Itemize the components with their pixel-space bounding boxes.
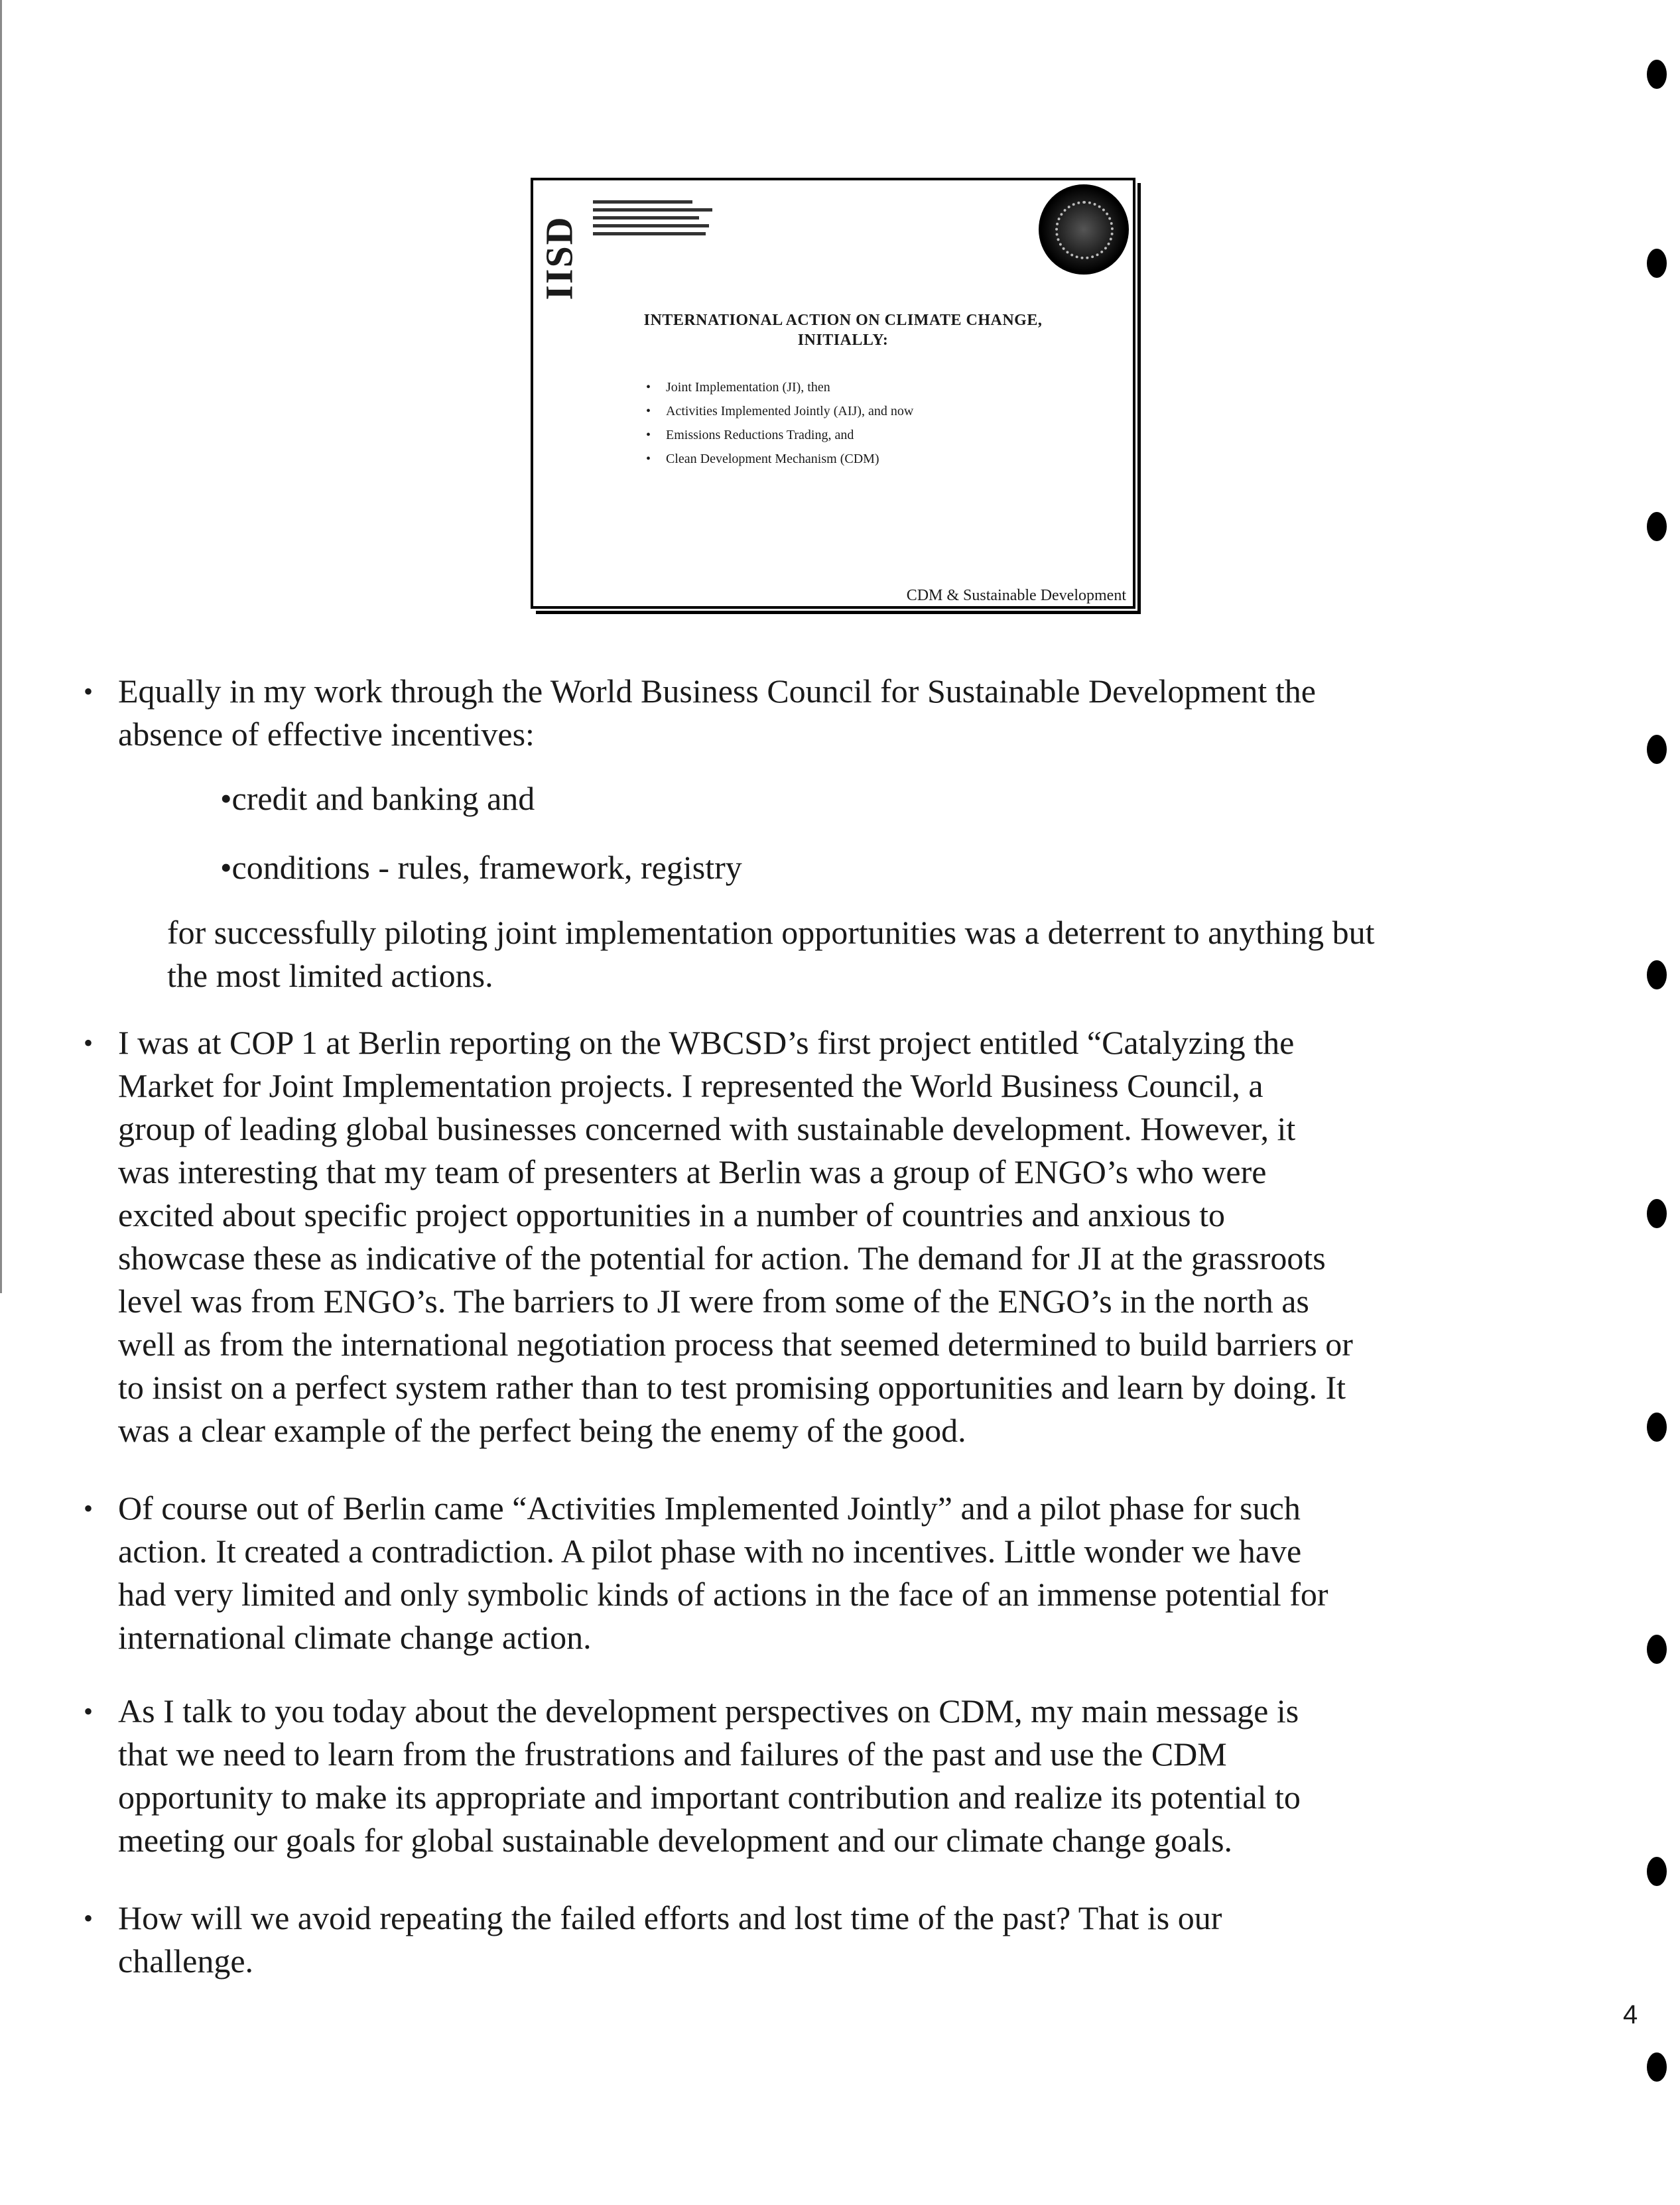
text-line: level was from ENGO’s. The barriers to JI were from some of the ENGO’s in the north as [118, 1283, 1309, 1320]
binder-hole [1647, 1857, 1667, 1886]
bullet-marker: • [84, 676, 94, 706]
binder-hole [1647, 1199, 1667, 1228]
text-line: As I talk to you today about the development perspectives on CDM, my main message is [118, 1692, 1299, 1730]
slide-bullet-list [646, 379, 913, 475]
bullet-marker: • [84, 1493, 94, 1523]
bullet-paragraph-1 [84, 670, 1644, 756]
binder-hole [1647, 960, 1667, 989]
text-line: meeting our goals for global sustainable development and our climate change goals. [118, 1822, 1233, 1859]
text-line: international climate change action. [118, 1619, 592, 1656]
text-line: had very limited and only symbolic kinds of actions in the face of an immense potential for [118, 1576, 1328, 1613]
slide-footer: CDM & Sustainable Development [906, 587, 1126, 604]
text-line: How will we avoid repeating the failed efforts and lost time of the past? That is our [118, 1899, 1222, 1936]
continuation-paragraph [167, 911, 1646, 997]
text-line: showcase these as indicative of the potential for action. The demand for JI at the grassroots [118, 1239, 1326, 1277]
binder-hole [1647, 249, 1667, 278]
page-number: 4 [1623, 2000, 1638, 2029]
page-left-edge [0, 0, 2, 1293]
text-line: opportunity to make its appropriate and important contribution and realize its potential to [118, 1779, 1301, 1816]
text-line: was a clear example of the perfect being the enemy of the good. [118, 1412, 966, 1449]
slide-list-item: • Joint Implementation (JI), then [646, 379, 913, 403]
sub-item-conditions: •conditions - rules, framework, registry [220, 849, 742, 886]
text-line: the most limited actions. [167, 957, 493, 994]
binder-hole [1647, 2052, 1667, 2082]
text-line: well as from the international negotiation process that seemed determined to build barriers or [118, 1326, 1353, 1363]
slide-list-item: • Activities Implemented Jointly (AIJ), and now [646, 403, 913, 427]
slide-title: INTERNATIONAL ACTION ON CLIMATE CHANGE, INITIALLY: [643, 312, 1043, 349]
seal-icon [1039, 184, 1129, 275]
text-line: group of leading global businesses concerned with sustainable development. However, it [118, 1110, 1296, 1147]
text-line: excited about specific project opportunities in a number of countries and anxious to [118, 1196, 1225, 1233]
bullet-paragraph-3 [84, 1487, 1644, 1659]
binder-hole [1647, 60, 1667, 89]
text-line: I was at COP 1 at Berlin reporting on the WBCSD’s first project entitled “Catalyzing the [118, 1024, 1295, 1061]
iisd-logo: IISD [537, 216, 581, 300]
slide-list-item: • Emissions Reductions Trading, and [646, 427, 913, 451]
text-line: action. It created a contradiction. A pilot phase with no incentives. Little wonder we have [118, 1533, 1302, 1570]
binder-hole [1647, 735, 1667, 764]
slide-list-item: • Clean Development Mechanism (CDM) [646, 451, 913, 475]
text-line: for successfully piloting joint implementation opportunities was a deterrent to anything but [167, 914, 1375, 951]
bullet-paragraph-4 [84, 1690, 1644, 1862]
text-line: to insist on a perfect system rather than to test promising opportunities and learn by doing. It [118, 1369, 1346, 1406]
bullet-paragraph-2 [84, 1021, 1644, 1452]
text-line: absence of effective incentives: [118, 716, 535, 753]
text-line: Market for Joint Implementation projects. I represented the World Business Council, a [118, 1067, 1263, 1104]
binder-hole [1647, 1635, 1667, 1664]
bullet-marker: • [84, 1696, 94, 1726]
bullet-paragraph-5 [84, 1897, 1644, 1983]
binder-hole [1647, 1413, 1667, 1442]
text-line: Equally in my work through the World Business Council for Sustainable Development the [118, 672, 1316, 710]
bullet-marker: • [84, 1903, 94, 1933]
binder-hole [1647, 512, 1667, 541]
text-line: Of course out of Berlin came “Activities Implemented Jointly” and a pilot phase for such [118, 1489, 1301, 1527]
text-line: challenge. [118, 1942, 254, 1980]
bullet-marker: • [84, 1028, 94, 1058]
sub-item-credit: •credit and banking and [220, 780, 535, 817]
organization-name-lines [593, 200, 745, 240]
presentation-slide [531, 178, 1135, 609]
text-line: was interesting that my team of presenters at Berlin was a group of ENGO’s who were [118, 1153, 1267, 1190]
text-line: that we need to learn from the frustrations and failures of the past and use the CDM [118, 1735, 1227, 1773]
